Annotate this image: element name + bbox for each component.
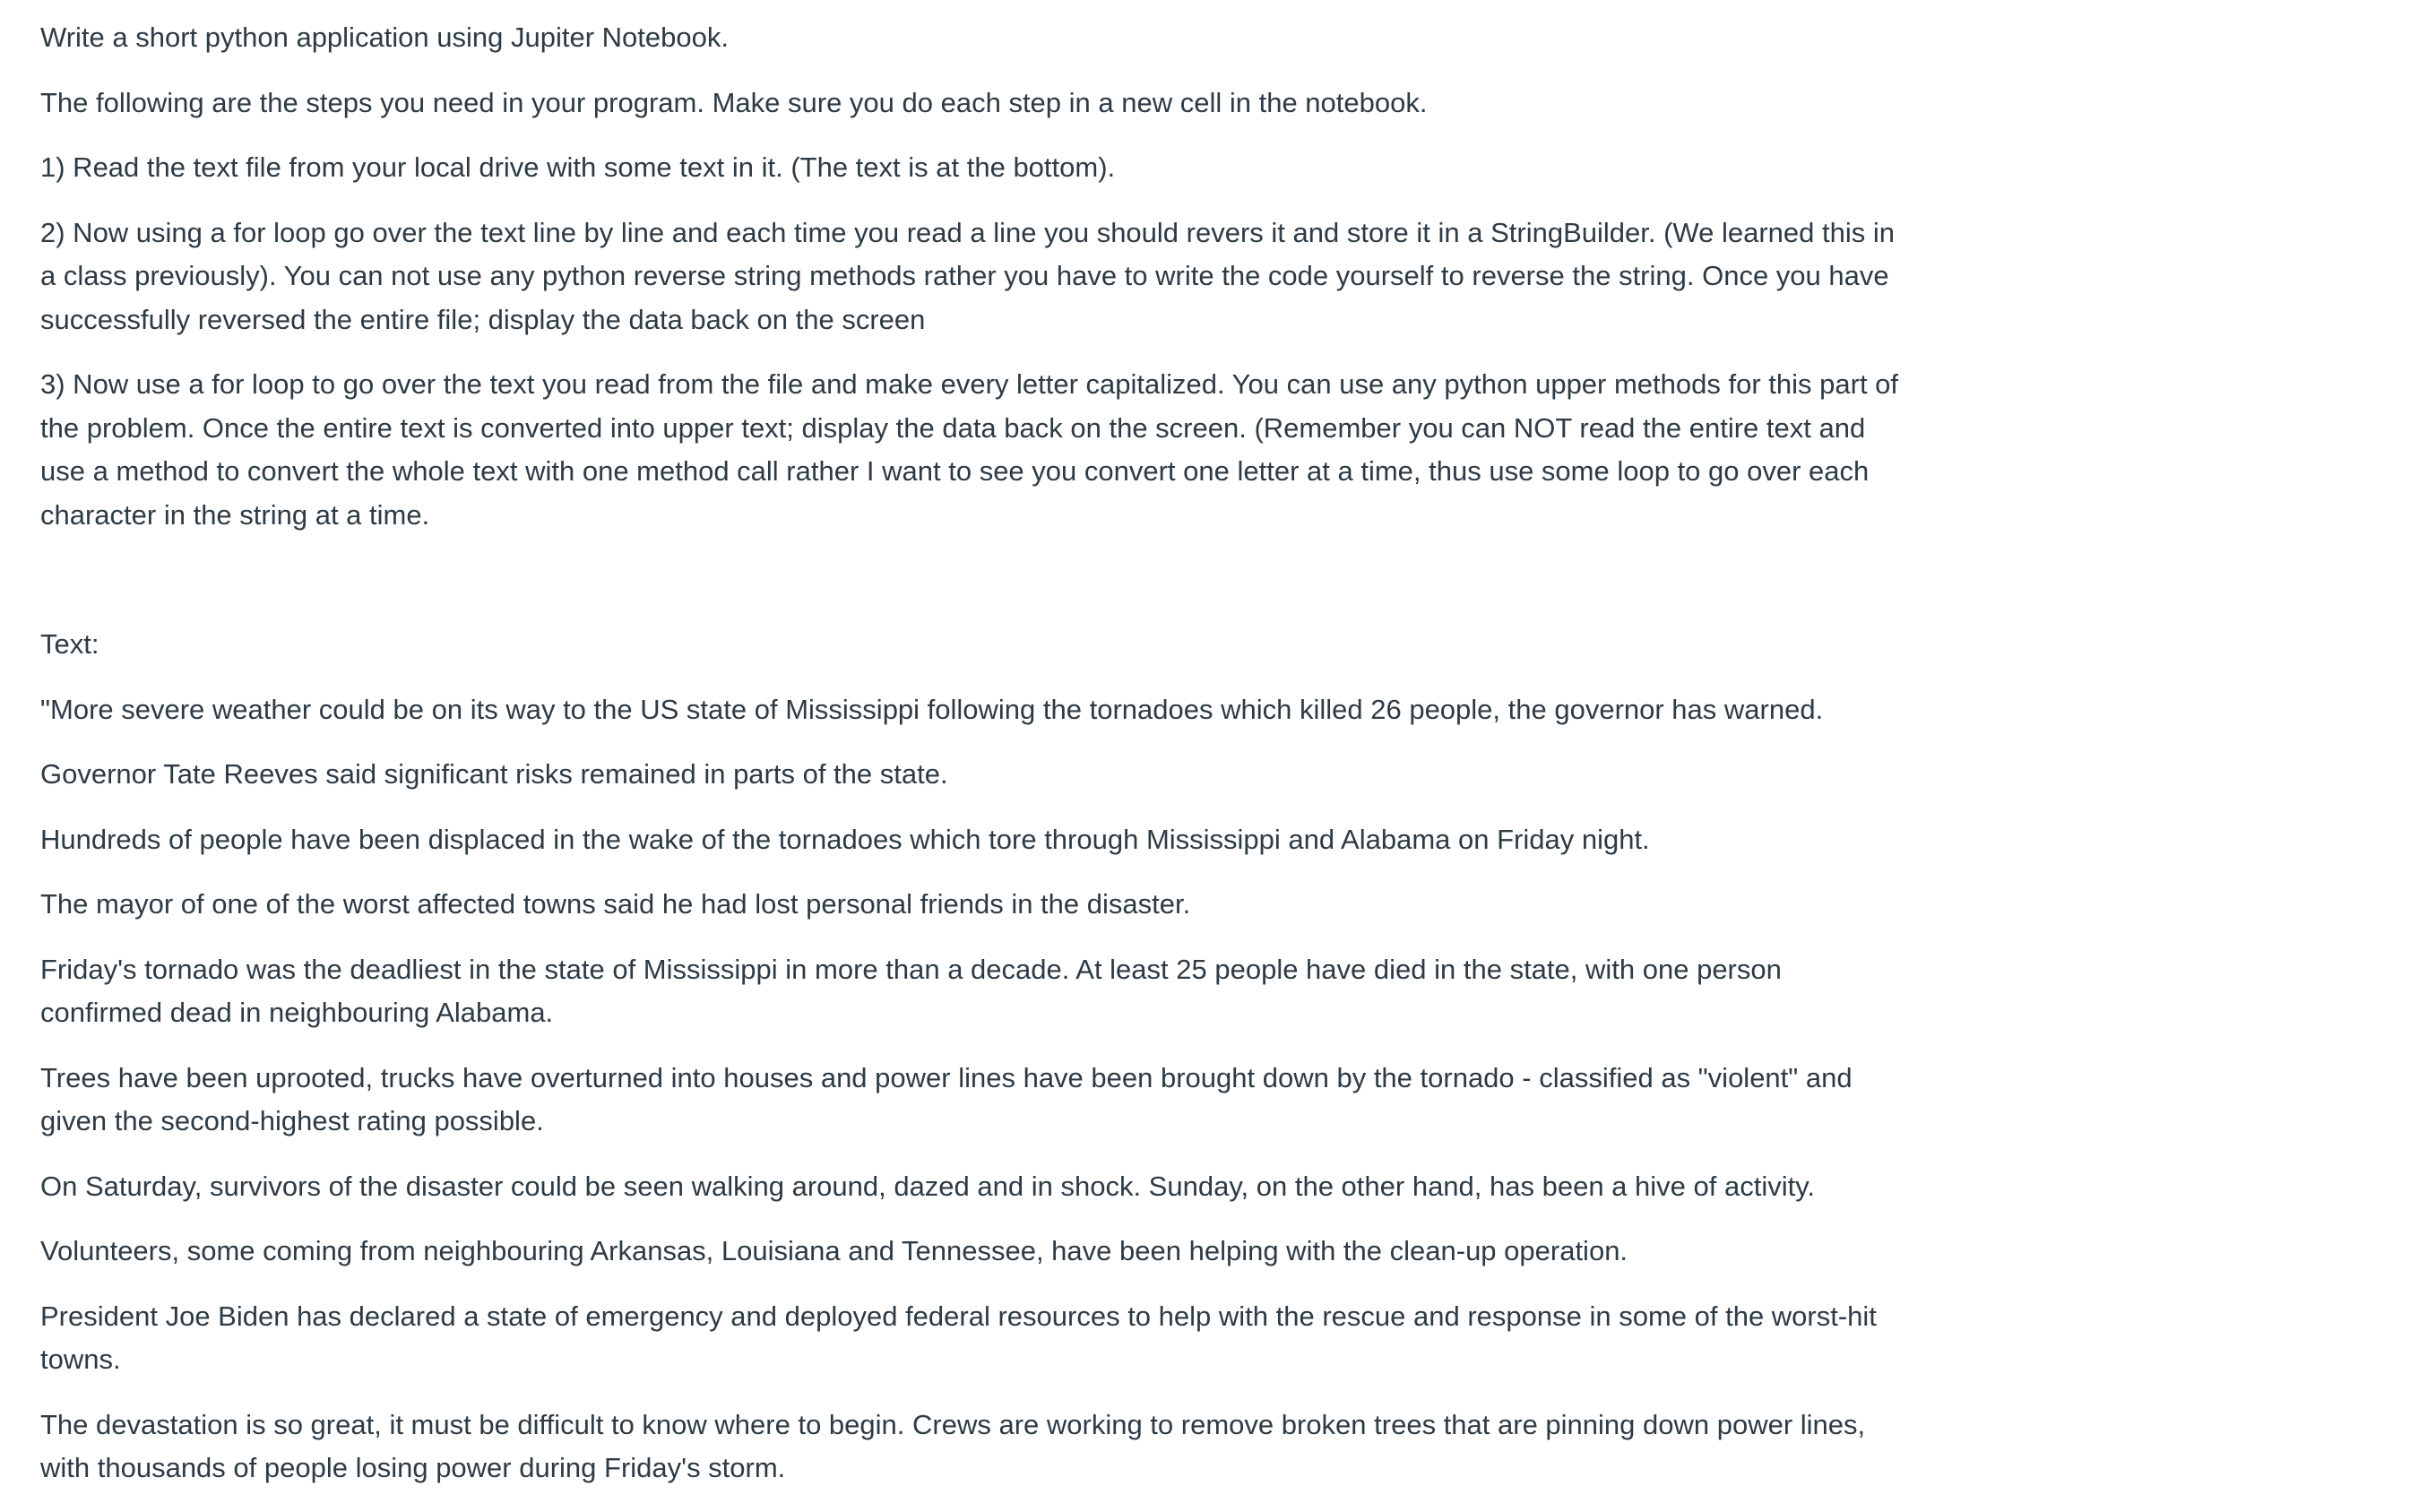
step-2: 2) Now using a for loop go over the text line by line and each time you read a line you should revers it and store it in a StringBuilder. (We learned this in a class previously). You can not use any python reverse string methods rather you have to write the code yourself to reverse the string. Once you have successfully reversed the entire file; display the data back on the screen xyxy=(40,216,1895,335)
assignment-intro: Write a short python application using Jupiter Notebook. xyxy=(40,22,729,53)
blank-line xyxy=(40,558,1900,601)
text-heading: Text: xyxy=(40,628,99,660)
text-paragraph: Hundreds of people have been displaced in the wake of the tornadoes which tore through Mississippi and Alabama on Friday night. xyxy=(40,823,1650,855)
text-paragraph: Trees have been uprooted, trucks have overturned into houses and power lines have been brought down by the tornado - classified as "violent" and given the second-highest rating possible. xyxy=(40,1061,1853,1136)
text-paragraph: The mayor of one of the worst affected towns said he had lost personal friends in the disaster. xyxy=(40,888,1191,920)
step-1: 1) Read the text file from your local drive with some text in it. (The text is at the bottom). xyxy=(40,151,1116,183)
text-paragraph: On Saturday, survivors of the disaster could be seen walking around, dazed and in shock. Sunday, on the other hand, has been a hive of activity. xyxy=(40,1170,1816,1202)
assignment-content xyxy=(40,16,1900,1512)
step-3: 3) Now use a for loop to go over the text you read from the file and make every letter capitalized. You can use any python upper methods for this part of the problem. Once the entire text is converted into upper text; display the data back on the screen. (Remember you can NOT read the entire text and use a method to convert the whole text with one method call rather I want to see you convert one letter at a time, thus use some loop to go over each character in the string at a time. xyxy=(40,368,1899,531)
text-paragraph: "More severe weather could be on its way to the US state of Mississippi following the tornadoes which killed 26 people, the governor has warned. xyxy=(40,693,1824,725)
text-paragraph: The devastation is so great, it must be difficult to know where to begin. Crews are working to remove broken trees that are pinning down power lines, with thousands of people losing power during Friday's storm. xyxy=(40,1408,1866,1483)
steps-intro: The following are the steps you need in your program. Make sure you do each step in a new cell in the notebook. xyxy=(40,86,1428,118)
text-paragraph: Friday's tornado was the deadliest in the state of Mississippi in more than a decade. At least 25 people have died in the state, with one person confirmed dead in neighbouring Alabama. xyxy=(40,953,1782,1028)
text-paragraph: Governor Tate Reeves said significant risks remained in parts of the state. xyxy=(40,758,948,790)
text-paragraph: Volunteers, some coming from neighbouring Arkansas, Louisiana and Tennessee, have been helping with the clean-up operation. xyxy=(40,1235,1628,1266)
text-paragraph: President Joe Biden has declared a state of emergency and deployed federal resources to help with the rescue and response in some of the worst-hit towns. xyxy=(40,1300,1877,1375)
